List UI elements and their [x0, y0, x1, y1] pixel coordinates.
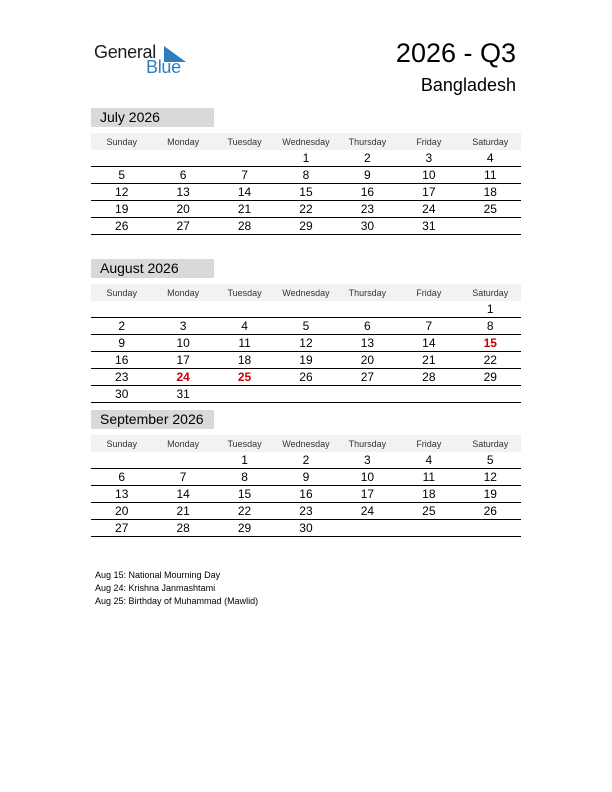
day-cell: 28 [152, 520, 213, 537]
weekday-header: Saturday [460, 435, 521, 452]
day-cell: 12 [275, 335, 336, 352]
calendar-grid [91, 284, 521, 403]
day-cell: 28 [398, 369, 459, 386]
day-cell: 14 [152, 486, 213, 503]
day-cell [337, 386, 398, 403]
day-cell: 19 [460, 486, 521, 503]
day-cell: 13 [152, 184, 213, 201]
day-cell: 22 [460, 352, 521, 369]
day-cell [460, 520, 521, 537]
day-cell: 20 [337, 352, 398, 369]
day-cell: 22 [214, 503, 275, 520]
country-name: Bangladesh [420, 75, 516, 95]
day-cell: 17 [152, 352, 213, 369]
day-cell: 2 [337, 150, 398, 167]
day-cell: 26 [91, 218, 152, 235]
weekday-header: Monday [152, 435, 213, 452]
weekday-header: Saturday [460, 133, 521, 150]
month-block [91, 259, 521, 403]
day-cell: 24 [337, 503, 398, 520]
week-row [91, 520, 521, 537]
day-cell: 13 [337, 335, 398, 352]
day-cell: 23 [275, 503, 336, 520]
day-cell: 31 [152, 386, 213, 403]
day-cell: 18 [460, 184, 521, 201]
day-cell: 17 [398, 184, 459, 201]
day-cell [214, 150, 275, 167]
week-row [91, 150, 521, 167]
calendar-grid [91, 133, 521, 235]
week-row [91, 184, 521, 201]
day-cell: 11 [214, 335, 275, 352]
weekday-header: Thursday [337, 435, 398, 452]
day-cell: 15 [275, 184, 336, 201]
day-cell: 5 [460, 452, 521, 469]
day-cell: 3 [152, 318, 213, 335]
logo-general-text: General [94, 42, 156, 62]
day-cell [337, 520, 398, 537]
day-cell: 6 [337, 318, 398, 335]
weekday-header: Sunday [91, 435, 152, 452]
weekday-header: Thursday [337, 133, 398, 150]
day-cell: 3 [398, 150, 459, 167]
day-cell: 9 [91, 335, 152, 352]
day-cell: 1 [275, 150, 336, 167]
day-cell: 29 [460, 369, 521, 386]
weekday-header: Wednesday [275, 435, 336, 452]
month-title: August 2026 [91, 259, 214, 278]
day-cell: 2 [275, 452, 336, 469]
day-cell: 18 [214, 352, 275, 369]
day-cell: 21 [398, 352, 459, 369]
logo-blue-text: Blue [146, 57, 181, 77]
day-cell: 11 [460, 167, 521, 184]
day-cell: 15 [214, 486, 275, 503]
day-cell: 13 [91, 486, 152, 503]
day-cell: 10 [337, 469, 398, 486]
day-cell: 9 [337, 167, 398, 184]
week-row [91, 201, 521, 218]
day-cell [152, 301, 213, 318]
week-row [91, 301, 521, 318]
month-block [91, 108, 521, 235]
day-cell: 27 [337, 369, 398, 386]
day-cell: 12 [91, 184, 152, 201]
day-cell [398, 386, 459, 403]
day-cell: 2 [91, 318, 152, 335]
day-cell: 6 [91, 469, 152, 486]
weekday-header: Friday [398, 133, 459, 150]
day-cell: 16 [91, 352, 152, 369]
week-row [91, 503, 521, 520]
day-cell: 4 [460, 150, 521, 167]
day-cell [214, 386, 275, 403]
weekday-header: Sunday [91, 133, 152, 150]
day-cell [152, 150, 213, 167]
logo [94, 42, 194, 78]
day-cell: 5 [275, 318, 336, 335]
day-cell: 1 [460, 301, 521, 318]
day-cell: 1 [214, 452, 275, 469]
day-cell: 26 [460, 503, 521, 520]
month-title: September 2026 [91, 410, 214, 429]
day-cell: 6 [152, 167, 213, 184]
weekday-header: Wednesday [275, 133, 336, 150]
day-cell: 19 [91, 201, 152, 218]
day-cell: 4 [398, 452, 459, 469]
week-row [91, 369, 521, 386]
weekday-header-row [91, 435, 521, 452]
weekday-header: Monday [152, 284, 213, 301]
holiday-list [95, 569, 258, 608]
day-cell: 31 [398, 218, 459, 235]
day-cell: 25 [214, 369, 275, 386]
day-cell: 10 [152, 335, 213, 352]
holiday-item: Aug 24: Krishna Janmashtami [95, 583, 216, 593]
week-row [91, 452, 521, 469]
page-title: 2026 - Q3 [395, 38, 516, 68]
day-cell: 30 [91, 386, 152, 403]
week-row [91, 167, 521, 184]
day-cell [91, 150, 152, 167]
month-block [91, 410, 521, 537]
weekday-header-row [91, 284, 521, 301]
day-cell: 11 [398, 469, 459, 486]
day-cell: 7 [152, 469, 213, 486]
week-row [91, 352, 521, 369]
day-cell: 14 [398, 335, 459, 352]
day-cell: 4 [214, 318, 275, 335]
day-cell [398, 520, 459, 537]
day-cell: 28 [214, 218, 275, 235]
day-cell: 26 [275, 369, 336, 386]
day-cell: 30 [275, 520, 336, 537]
day-cell: 17 [337, 486, 398, 503]
week-row [91, 318, 521, 335]
weekday-header: Monday [152, 133, 213, 150]
weekday-header-row [91, 133, 521, 150]
day-cell: 20 [91, 503, 152, 520]
day-cell: 7 [398, 318, 459, 335]
day-cell [275, 301, 336, 318]
week-row [91, 218, 521, 235]
holiday-item: Aug 15: National Mourning Day [95, 570, 221, 580]
day-cell: 8 [214, 469, 275, 486]
day-cell: 27 [91, 520, 152, 537]
weekday-header: Saturday [460, 284, 521, 301]
day-cell [337, 301, 398, 318]
day-cell [91, 452, 152, 469]
day-cell: 3 [337, 452, 398, 469]
day-cell: 25 [398, 503, 459, 520]
holiday-item: Aug 25: Birthday of Muhammad (Mawlid) [95, 596, 259, 606]
day-cell [275, 386, 336, 403]
week-row [91, 386, 521, 403]
day-cell: 29 [214, 520, 275, 537]
day-cell: 19 [275, 352, 336, 369]
day-cell [214, 301, 275, 318]
weekday-header: Tuesday [214, 435, 275, 452]
weekday-header: Friday [398, 284, 459, 301]
day-cell: 21 [214, 201, 275, 218]
day-cell: 21 [152, 503, 213, 520]
day-cell: 27 [152, 218, 213, 235]
week-row [91, 486, 521, 503]
weekday-header: Sunday [91, 284, 152, 301]
week-row [91, 335, 521, 352]
day-cell: 20 [152, 201, 213, 218]
day-cell [460, 386, 521, 403]
month-title: July 2026 [91, 108, 214, 127]
week-row [91, 469, 521, 486]
day-cell: 16 [275, 486, 336, 503]
day-cell: 7 [214, 167, 275, 184]
calendar-grid [91, 435, 521, 537]
day-cell: 15 [460, 335, 521, 352]
day-cell: 23 [91, 369, 152, 386]
day-cell: 30 [337, 218, 398, 235]
day-cell: 24 [398, 201, 459, 218]
weekday-header: Friday [398, 435, 459, 452]
day-cell: 18 [398, 486, 459, 503]
day-cell: 12 [460, 469, 521, 486]
weekday-header: Wednesday [275, 284, 336, 301]
day-cell: 14 [214, 184, 275, 201]
day-cell: 9 [275, 469, 336, 486]
day-cell: 8 [460, 318, 521, 335]
day-cell: 29 [275, 218, 336, 235]
weekday-header: Thursday [337, 284, 398, 301]
day-cell: 25 [460, 201, 521, 218]
day-cell: 23 [337, 201, 398, 218]
day-cell: 5 [91, 167, 152, 184]
day-cell [460, 218, 521, 235]
day-cell [91, 301, 152, 318]
day-cell: 22 [275, 201, 336, 218]
day-cell [398, 301, 459, 318]
day-cell: 24 [152, 369, 213, 386]
day-cell [152, 452, 213, 469]
day-cell: 8 [275, 167, 336, 184]
day-cell: 16 [337, 184, 398, 201]
weekday-header: Tuesday [214, 284, 275, 301]
day-cell: 10 [398, 167, 459, 184]
weekday-header: Tuesday [214, 133, 275, 150]
